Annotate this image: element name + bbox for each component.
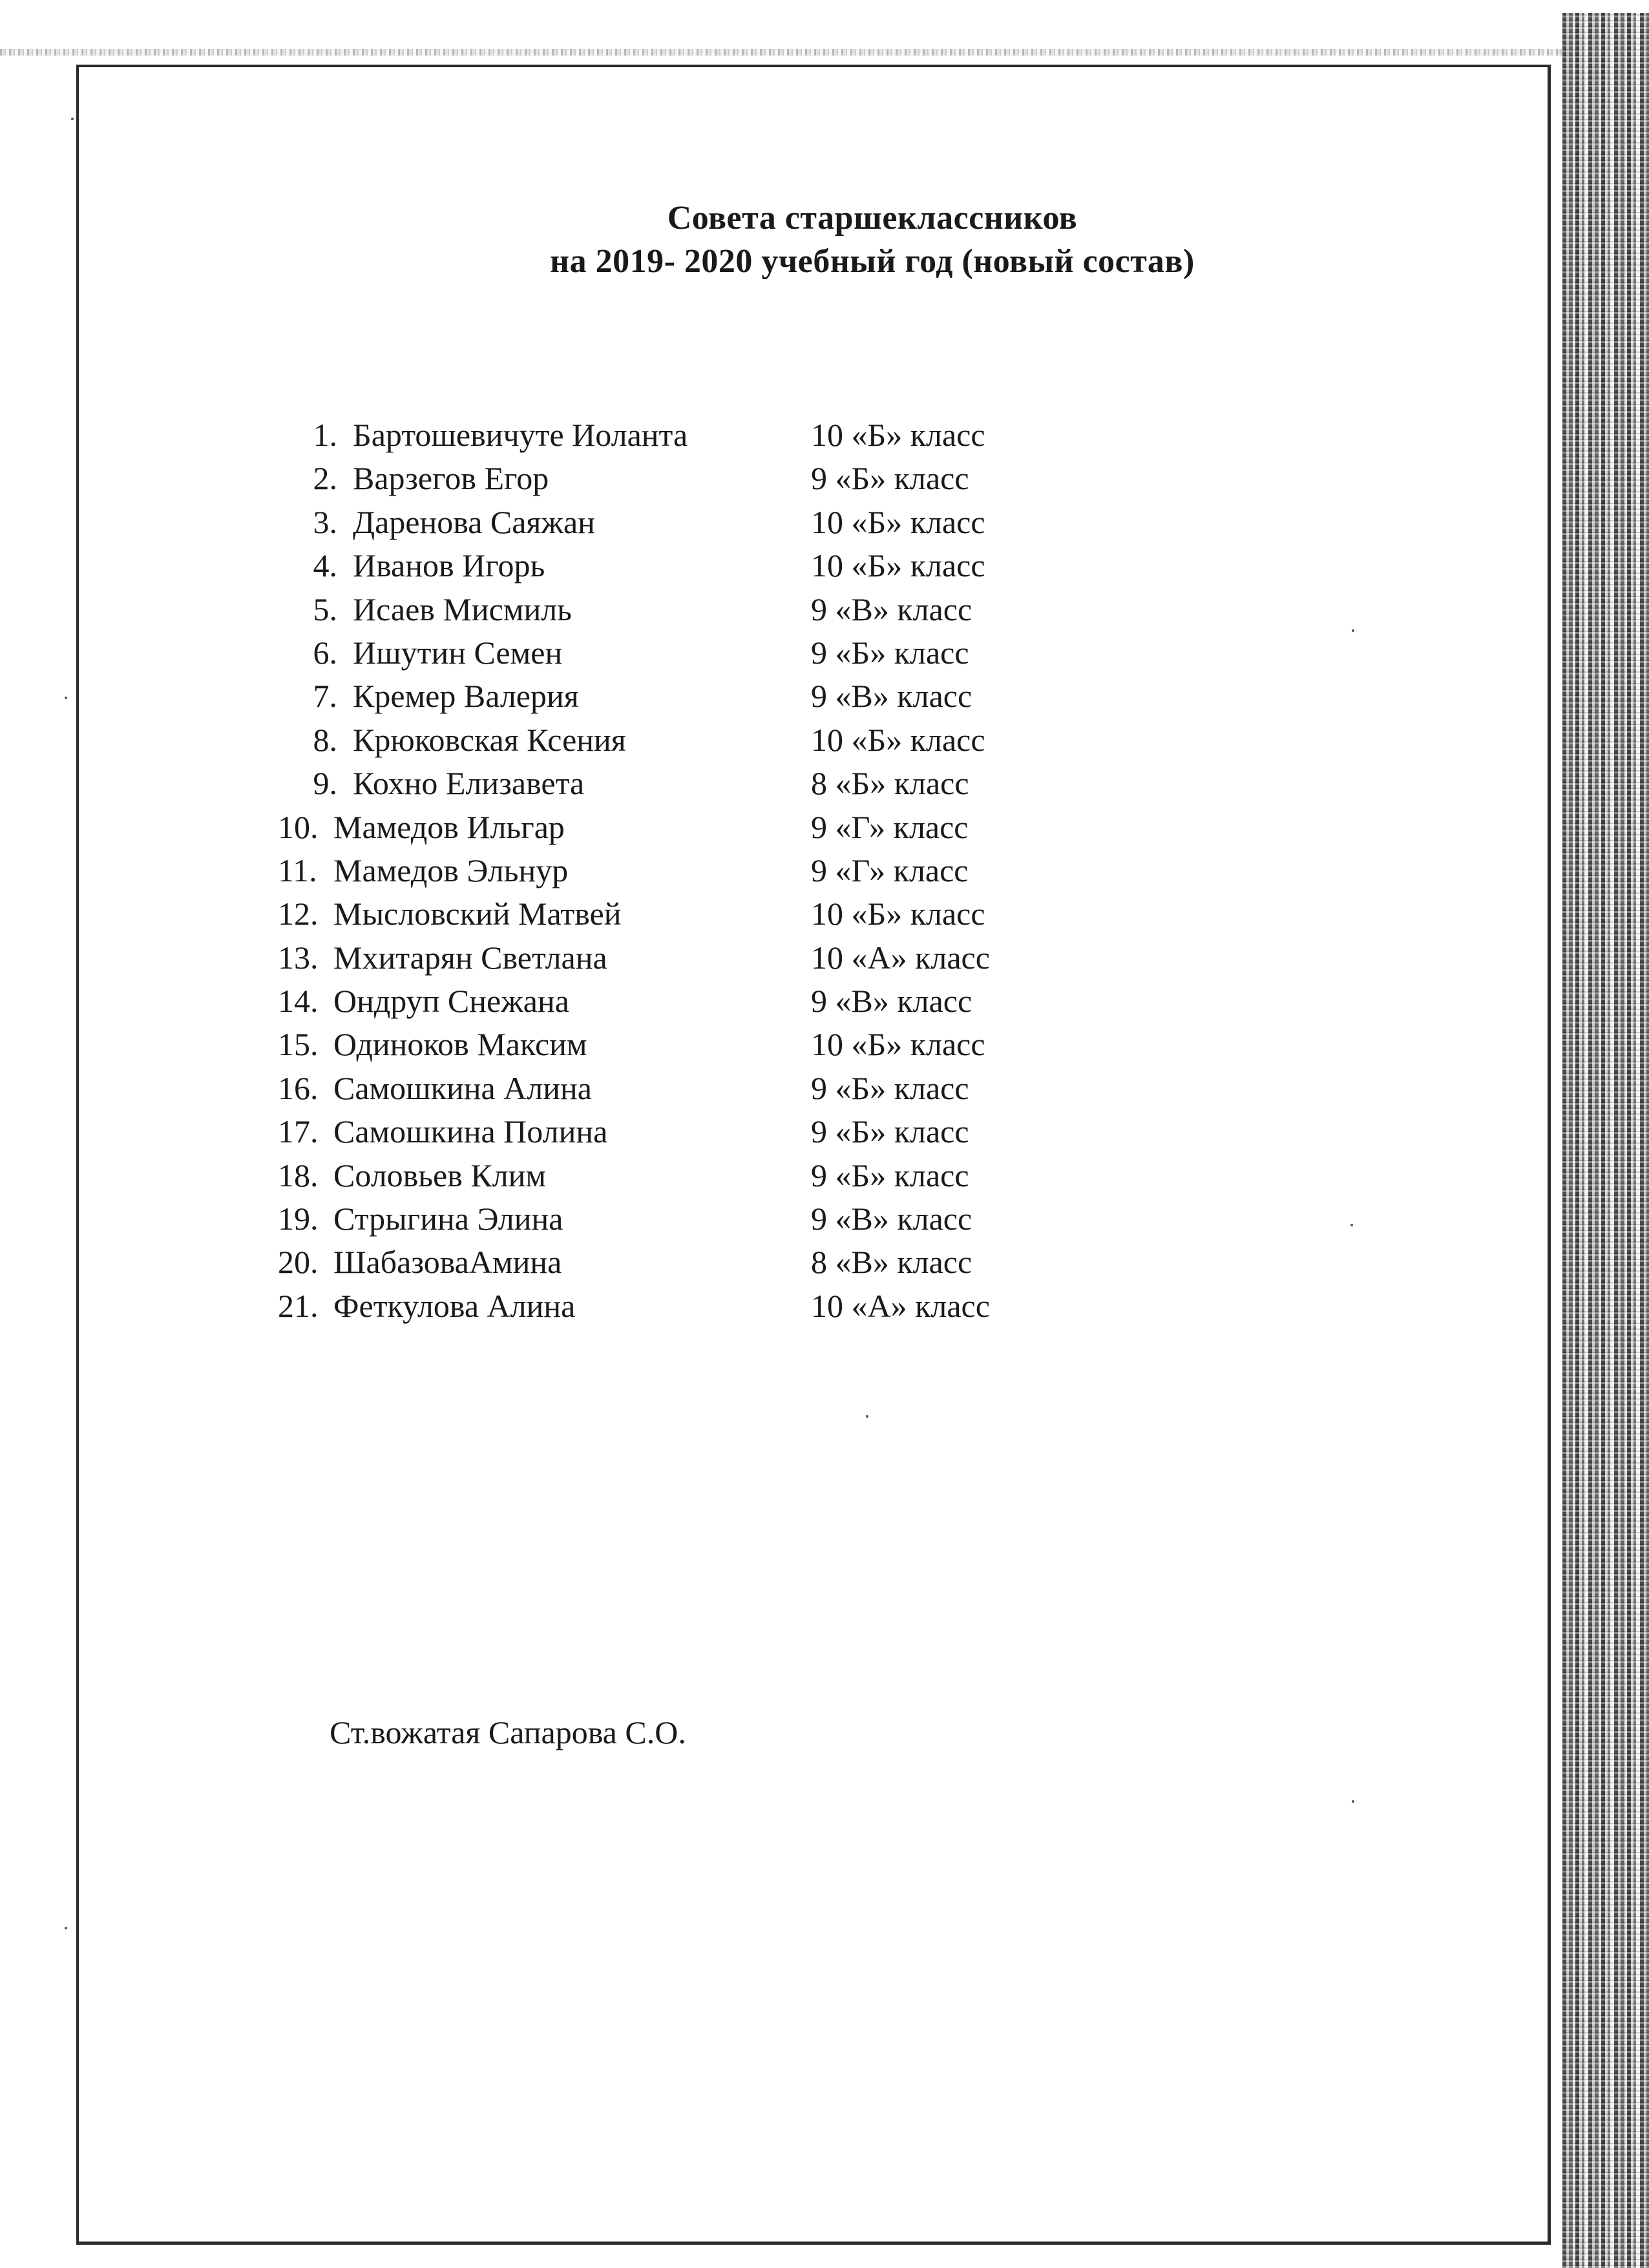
member-name: Самошкина Алина (333, 1069, 592, 1106)
member-number: 3. (313, 503, 337, 540)
member-number: 17. (278, 1113, 319, 1150)
member-class: 9 «Б» класс (811, 1113, 969, 1150)
member-class: 9 «Б» класс (811, 1157, 969, 1193)
member-class: 10 «Б» класс (811, 896, 985, 932)
member-class: 10 «Б» класс (811, 547, 985, 584)
member-class: 10 «А» класс (811, 1287, 990, 1324)
member-number: 13. (278, 939, 319, 976)
member-name: Исаев Мисмиль (353, 591, 572, 627)
member-class: 9 «Б» класс (811, 460, 969, 497)
member-number: 14. (278, 983, 319, 1020)
member-name: Мамедов Ильгар (333, 808, 565, 845)
member-number: 8. (313, 721, 337, 758)
member-name: Кохно Елизавета (353, 765, 585, 802)
member-name: Бартошевичуте Иоланта (353, 417, 688, 453)
member-name: Ишутин Семен (353, 634, 563, 671)
member-class: 9 «В» класс (811, 591, 972, 627)
member-class: 9 «Б» класс (811, 634, 969, 671)
scan-speck (65, 1927, 67, 1929)
member-class: 8 «В» класс (811, 1244, 972, 1281)
member-name: Самошкина Полина (333, 1113, 608, 1150)
member-name: Крюковская Ксения (353, 721, 626, 758)
member-class: 9 «В» класс (811, 1201, 972, 1237)
document-subtitle: на 2019- 2020 учебный год (новый состав) (550, 243, 1195, 280)
member-number: 20. (278, 1244, 319, 1281)
member-name: Феткулова Алина (333, 1287, 576, 1324)
scan-speck (1352, 1800, 1354, 1803)
member-number: 11. (278, 852, 317, 888)
member-number: 9. (313, 765, 337, 802)
member-name: Варзегов Егор (353, 460, 549, 497)
member-number: 21. (278, 1287, 319, 1324)
member-class: 9 «Б» класс (811, 1069, 969, 1106)
scan-top-edge (0, 49, 1577, 56)
member-name: ШабазоваАмина (333, 1244, 562, 1281)
scan-speck (1352, 629, 1354, 632)
member-name: Иванов Игорь (353, 547, 545, 584)
member-number: 6. (313, 634, 337, 671)
member-class: 10 «А» класс (811, 939, 990, 976)
member-class: 8 «Б» класс (811, 765, 969, 802)
member-name: Одиноков Максим (333, 1026, 587, 1063)
member-name: Кремер Валерия (353, 678, 579, 715)
member-name: Мамедов Эльнур (333, 852, 569, 888)
member-name: Соловьев Клим (333, 1157, 547, 1193)
scan-speck (866, 1415, 868, 1418)
member-number: 15. (278, 1026, 319, 1063)
member-number: 12. (278, 896, 319, 932)
scan-binding-noise (1562, 13, 1649, 2268)
member-number: 7. (313, 678, 337, 715)
member-class: 10 «Б» класс (811, 503, 985, 540)
member-name: Мхитарян Светлана (333, 939, 607, 976)
member-number: 1. (313, 417, 337, 453)
member-class: 9 «В» класс (811, 678, 972, 715)
member-class: 9 «В» класс (811, 983, 972, 1020)
scan-speck (1350, 1224, 1353, 1226)
signature-line: Ст.вожатая Сапарова С.О. (330, 1714, 686, 1750)
member-name: Стрыгина Элина (333, 1201, 563, 1237)
member-name: Ондруп Снежана (333, 983, 569, 1020)
document-title: Совета старшеклассников (667, 200, 1078, 236)
member-name: Мысловский Матвей (333, 896, 622, 932)
member-class: 10 «Б» класс (811, 417, 985, 453)
member-class: 9 «Г» класс (811, 852, 969, 888)
member-number: 16. (278, 1069, 319, 1106)
scan-speck (65, 697, 67, 699)
member-number: 10. (278, 808, 319, 845)
member-number: 19. (278, 1201, 319, 1237)
scan-speck (71, 118, 74, 120)
member-number: 4. (313, 547, 337, 584)
member-class: 9 «Г» класс (811, 808, 969, 845)
member-class: 10 «Б» класс (811, 721, 985, 758)
member-number: 5. (313, 591, 337, 627)
member-number: 2. (313, 460, 337, 497)
member-class: 10 «Б» класс (811, 1026, 985, 1063)
member-number: 18. (278, 1157, 319, 1193)
member-name: Даренова Саяжан (353, 503, 595, 540)
